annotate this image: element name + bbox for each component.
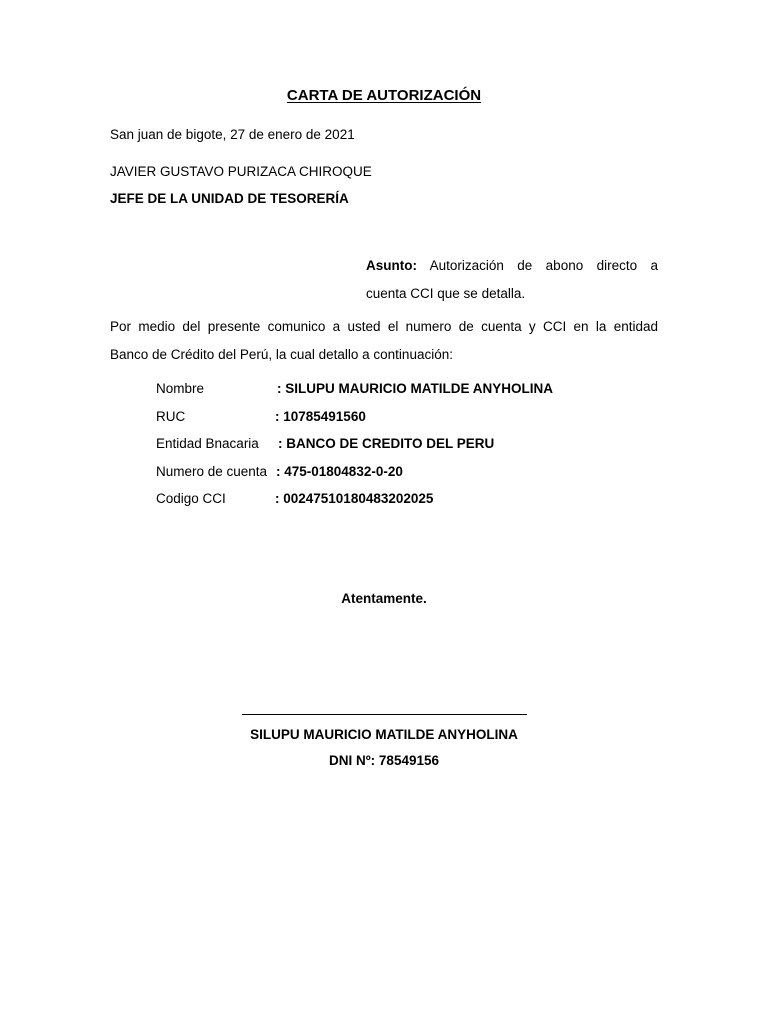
subject-label: Asunto: <box>366 258 417 273</box>
recipient-role: JEFE DE LA UNIDAD DE TESORERÍA <box>110 191 349 206</box>
subject-line-1 <box>366 252 658 280</box>
signature-line <box>242 714 527 715</box>
detail-key: Numero de cuenta <box>156 463 268 479</box>
date-line: San juan de bigote, 27 de enero de 2021 <box>110 127 355 142</box>
detail-key: Codigo CCI <box>156 491 226 506</box>
detail-row-cci <box>156 487 553 515</box>
detail-key: Nombre <box>156 381 205 396</box>
detail-row-ruc <box>156 405 553 433</box>
signatory-dni: DNI Nº: 78549156 <box>329 753 439 768</box>
detail-key: Entidad Bnacaria <box>156 436 259 451</box>
subject-text-1: Autorización de abono directo a <box>417 258 658 273</box>
detail-row-name <box>156 377 553 405</box>
closing-text: Atentamente. <box>341 591 427 606</box>
detail-value: : BANCO DE CREDITO DEL PERU <box>278 436 495 451</box>
document-title: CARTA DE AUTORIZACIÓN <box>286 87 482 104</box>
detail-value: : SILUPU MAURICIO MATILDE ANYHOLINA <box>277 381 553 396</box>
detail-key: RUC <box>156 408 186 424</box>
body-line-1: Por medio del presente comunico a usted el numero de cuenta y CCI en la entidad <box>110 319 658 334</box>
recipient-name: JAVIER GUSTAVO PURIZACA CHIROQUE <box>110 164 372 179</box>
detail-value: : 00247510180483202025 <box>275 491 434 506</box>
signatory-name: SILUPU MAURICIO MATILDE ANYHOLINA <box>250 727 518 742</box>
account-details <box>156 377 553 515</box>
detail-row-bank <box>156 432 553 460</box>
subject-block <box>366 252 658 308</box>
detail-row-account <box>156 460 553 488</box>
body-line-2: Banco de Crédito del Perú, la cual detallo a continuación: <box>110 347 453 362</box>
detail-value: : 475-01804832-0-20 <box>276 463 403 479</box>
subject-text-2: cuenta CCI que se detalla. <box>366 286 526 301</box>
body-paragraph <box>110 313 658 369</box>
detail-value: : 10785491560 <box>275 408 366 424</box>
